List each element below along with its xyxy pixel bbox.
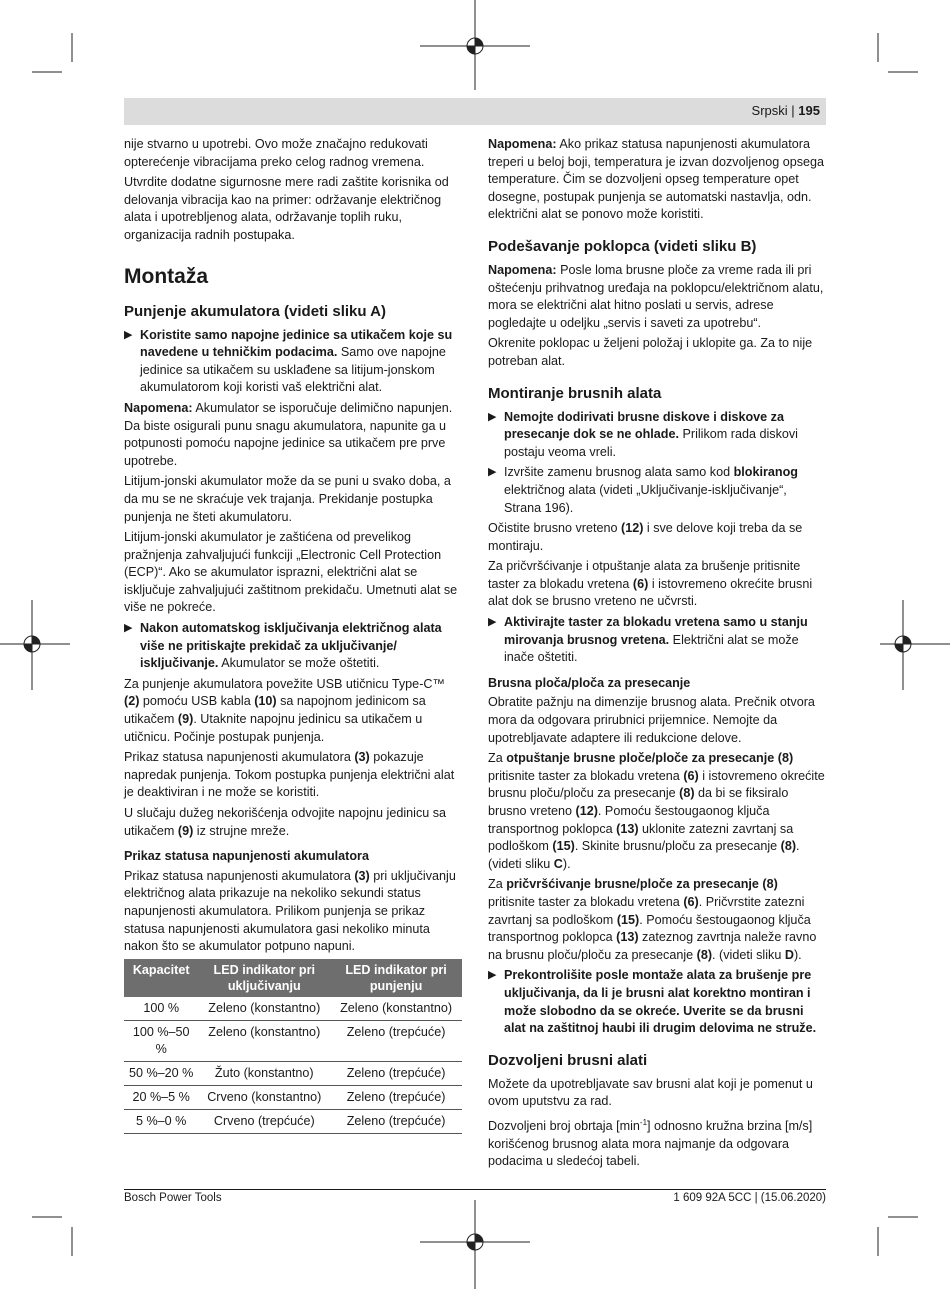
text: Prikaz statusa napunjenosti akumulatora <box>124 750 355 765</box>
text: . Utaknite napojnu jedinicu sa utikačem u utičnicu. Počinje postupak punjenja. <box>124 712 423 744</box>
bullet-bold: blokiranog <box>733 465 798 480</box>
subsection-title: Montiranje brusnih alata <box>488 384 662 402</box>
warning-bullet <box>124 327 462 397</box>
text: . (videti sliku <box>488 839 800 871</box>
table-cell: 50 %–20 % <box>124 1061 198 1085</box>
paragraph: Litijum-jonski akumulator je zaštićena od prevelikog pražnjenja zahvaljujući funkciji „Electronic Cell Protection (ECP)“. Ako se akumulator isprazni, električni alat se isključuje zahvaljujući zaštitnom prekidaču. Umetnuti alat se više ne pokreće. <box>124 530 458 615</box>
paragraph <box>488 520 826 555</box>
text: ] odnosno kružna brzina [m/s] korišćenog brusnog alata mora najmanje da odgovara podacima u sledećoj tabeli. <box>488 1119 813 1169</box>
ref-number: (13) <box>616 821 639 836</box>
table-cell: 100 %–50 % <box>124 1020 198 1061</box>
table-cell: 5 %–0 % <box>124 1109 198 1133</box>
text: i sve delove koji treba da se montiraju. <box>488 521 803 553</box>
table-cell: Zeleno (trepćuće) <box>330 1109 462 1133</box>
table-cell: 100 % <box>124 997 198 1021</box>
minor-heading: Prikaz statusa napunjenosti akumulatora <box>124 849 369 864</box>
text: Za <box>488 877 507 892</box>
text: Očistite brusno vreteno <box>488 521 621 536</box>
paragraph <box>124 868 462 956</box>
header-language: Srpski <box>751 103 788 118</box>
bullet-bold: Prekontrolišite posle montaže alata za brušenje pre uključivanja, da li je brusni alat korektno montiran i može slobodno da se okreće. Uverite se da brusni alat na zaštitnoj haubi ili drugim delovima ne struže. <box>504 968 817 1036</box>
bullet-text: Prilikom rada diskovi postaju veoma vreli. <box>504 427 798 459</box>
table-cell: Crveno (konstantno) <box>198 1085 330 1109</box>
table-cell: Zeleno (konstantno) <box>198 1020 330 1061</box>
table-cell: Žuto (konstantno) <box>198 1061 330 1085</box>
text: . Pomoću šestougaonog ključa transportnog poklopca <box>488 804 770 836</box>
paragraph: Okrenite poklopac u željeni položaj i uklopite ga. Za to nije potreban alat. <box>488 336 813 368</box>
text: pomoću USB kabla <box>139 694 255 709</box>
ref-number: (9) <box>177 712 194 727</box>
table-cell: Zeleno (konstantno) <box>198 997 330 1021</box>
superscript: -1 <box>639 1117 648 1127</box>
bold-text: pričvršćivanje brusne/ploče za presecanje (8) <box>506 877 778 892</box>
paragraph <box>124 676 462 746</box>
paragraph <box>124 805 462 840</box>
text: U slučaju dužeg nekorišćenja odvojite napojnu jedinicu sa utikačem <box>124 806 447 838</box>
column-header: LED indikator pri punjenju <box>330 959 462 997</box>
ref-number: (3) <box>354 868 370 883</box>
right-column <box>488 136 826 1174</box>
footer-brand: Bosch Power Tools <box>124 1192 222 1204</box>
subsection-title: Podešavanje poklopca (videti sliku B) <box>488 237 757 255</box>
table-row <box>124 1085 462 1109</box>
minor-heading: Brusna ploča/ploča za presecanje <box>488 675 691 690</box>
warning-bullet <box>488 464 826 517</box>
ref-number: (2) <box>124 694 140 709</box>
arrow-icon: ▶ <box>124 328 133 341</box>
paragraph: nije stvarno u upotrebi. Ovo može značajno redukovati opterećenje vibracijama preko celog radnog vremena. <box>124 137 428 169</box>
ref-number: (3) <box>354 750 370 765</box>
table-header-row <box>124 959 462 997</box>
warning-bullet <box>488 409 826 462</box>
paragraph <box>488 750 826 873</box>
column-header: Kapacitet <box>124 959 198 997</box>
arrow-icon: ▶ <box>488 616 497 629</box>
ref-number: (13) <box>616 930 639 945</box>
bullet-text: električnog alata (videti „Uključivanje-isključivanje“, Strana 196). <box>504 482 787 515</box>
arrow-icon: ▶ <box>124 622 133 635</box>
text: Za pričvršćivanje i otpuštanje alata za brušenje pritisnite taster za blokadu vretena <box>488 559 801 591</box>
paragraph: Obratite pažnju na dimenzije brusnog alata. Prečnik otvora mora da odgovara prirubnici prijemnice. Nemojte da upotrebljavate adaptere ili redukcione delove. <box>488 695 815 745</box>
note <box>488 136 826 224</box>
column-header: LED indikator pri uključivanju <box>198 959 330 997</box>
table-cell: Crveno (trepćuće) <box>198 1109 330 1133</box>
bold-text: otpuštanje brusne ploče/ploče za presecanje (8) <box>506 751 794 766</box>
figure-letter: D <box>784 947 794 962</box>
table-cell: Zeleno (trepćuće) <box>330 1020 462 1061</box>
table-row <box>124 1020 462 1061</box>
note-text: Ako prikaz statusa napunjenosti akumulatora treperi u beloj boji, temperatura je izvan dozvoljenog opsega temperature. Čim se dozvoljeni opseg temperature opet dosegne, postupak punjenja se automatski nastavlja, odn. električni alat se ponovo može koristiti. <box>488 137 825 222</box>
bullet-text: Akumulator se može oštetiti. <box>218 656 380 671</box>
paragraph <box>488 1114 826 1171</box>
note-text: Akumulator se isporučuje delimično napunjen. Da biste osigurali punu snagu akumulatora, napunite ga u potpunosti pomoću napojne jedinice sa utikačem pre prve upotrebe. <box>124 400 453 468</box>
ref-number: (6) <box>632 576 649 591</box>
text: pokazuje napredak punjenja. Tokom postupka punjenja električni alat je deaktiviran i ne može se koristiti. <box>124 750 455 800</box>
text: ). <box>793 947 802 962</box>
text: Prikaz statusa napunjenosti akumulatora <box>124 868 355 883</box>
section-title: Montaža <box>124 264 208 288</box>
page-number: 195 <box>798 103 820 118</box>
text: pritisnite taster za blokadu vretena <box>488 894 684 909</box>
paragraph: Možete da upotrebljavate sav brusni alat koji je pomenut u ovom uputstvu za rad. <box>488 1076 813 1109</box>
battery-status-table <box>124 959 462 1134</box>
text: . (videti sliku <box>712 947 785 962</box>
footer-rule <box>124 1189 826 1190</box>
text: pri uključivanju električnog alata prikazuje na nekoliko sekundi status napunjenosti akumulatora. Prilikom punjenja se prikaz statusa napunjenosti akumulatora gasi nekoliko minuta nakon što se akumulator potpuno napuni. <box>124 868 456 954</box>
text: i istovremeno okrećite brusnu ploču/ploču za presecanje <box>488 768 825 801</box>
table-cell: Zeleno (trepćuće) <box>330 1061 462 1085</box>
note-text: Posle loma brusne ploče za vreme rada ili pri oštećenju prihvatnog uređaja na poklopcu/električnom alatu, mora se električni alat hitno poslati u servis, adrese pogledajte u odeljku „servis i saveti za upotrebu“. <box>488 262 824 330</box>
ref-number: (12) <box>575 804 598 818</box>
table-cell: Zeleno (trepćuće) <box>330 1085 462 1109</box>
paragraph: Litijum-jonski akumulator može da se puni u svako doba, a da mu se ne skraćuje vek trajanja. Prekidanje postupka punjenja ne šteti akumulatoru. <box>124 474 451 524</box>
warning-bullet <box>124 620 462 673</box>
text: . Pomoću šestougaonog ključa transportnog poklopca <box>488 912 811 945</box>
bullet-bold: Aktivirajte taster za blokadu vretena samo u stanju mirovanja brusnog vretena. <box>504 615 808 647</box>
page-header <box>124 98 826 125</box>
table-cell: 20 %–5 % <box>124 1085 198 1109</box>
text: iz strujne mreže. <box>193 823 290 838</box>
paragraph <box>488 558 826 611</box>
warning-bullet <box>488 967 826 1037</box>
warning-bullet <box>488 614 826 667</box>
arrow-icon: ▶ <box>488 410 497 423</box>
header-separator: | <box>791 103 795 118</box>
paragraph: Utvrdite dodatne sigurnosne mere radi zaštite korisnika od delovanja vibracija kao na primer: održavanje električnog alata i upotrebljenog alata, održavanje toplih ruku, organizacija radnih postupaka. <box>124 175 449 242</box>
text: uklonite zatezni zavrtanj sa podloškom <box>488 821 794 854</box>
ref-number: (9) <box>177 823 194 838</box>
note-label: Napomena: <box>488 262 557 277</box>
paragraph <box>488 876 826 964</box>
note-label: Napomena: <box>124 400 193 415</box>
ref-number: (10) <box>254 694 277 709</box>
ref-number: (6) <box>683 894 699 909</box>
bullet-bold: Koristite samo napojne jedinice sa utikačem koje su navedene u tehničkim podacima. <box>140 327 453 360</box>
text: da bi se fiksiralo brusno vreteno <box>488 786 789 818</box>
ref-number: (12) <box>621 521 644 536</box>
text: i istovremeno okrećite brusni alat dok se brusno vreteno ne učvrsti. <box>488 576 813 609</box>
note <box>488 262 826 332</box>
ref-number: (15) <box>552 839 575 854</box>
arrow-icon: ▶ <box>488 969 497 982</box>
text: . Pričvrstite zatezni zavrtanj sa podloškom <box>488 894 805 927</box>
text: ). <box>562 856 571 871</box>
table-row <box>124 1109 462 1133</box>
bullet-text: Električni alat se može inače oštetiti. <box>504 632 799 665</box>
subsection-title: Dozvoljeni brusni alati <box>488 1051 648 1069</box>
note-label: Napomena: <box>488 137 557 151</box>
text: . Skinite brusnu/ploču za presecanje <box>574 839 781 854</box>
ref-number: (8) <box>696 947 713 962</box>
ref-number: (8) <box>679 786 695 801</box>
footer-doc-code: 1 609 92A 5CC | (15.06.2020) <box>673 1192 826 1204</box>
text: Dozvoljeni broj obrtaja [min <box>488 1119 640 1134</box>
paragraph <box>124 749 462 802</box>
subsection-title: Punjenje akumulatora (videti sliku A) <box>124 302 387 320</box>
arrow-icon: ▶ <box>488 466 497 479</box>
table-row <box>124 1061 462 1085</box>
header-label <box>752 103 820 118</box>
text: pritisnite taster za blokadu vretena <box>488 768 684 783</box>
figure-letter: C <box>553 856 563 871</box>
text: Za punjenje akumulatora povežite USB utičnicu Type-C™ <box>124 676 446 691</box>
table-row <box>124 997 462 1021</box>
bullet-bold: Nemojte dodirivati brusne diskove i diskove za presecanje dok se ne ohlade. <box>504 409 784 442</box>
text: Za <box>488 751 507 766</box>
text: sa napojnom jedinicom sa utikačem <box>124 694 426 727</box>
text: zateznog zavrtnja naleže ravno na brusnu ploču/ploču za presecanje <box>488 930 817 962</box>
ref-number: (6) <box>683 768 699 783</box>
ref-number: (8) <box>780 839 797 854</box>
left-column <box>124 136 462 1134</box>
note <box>124 400 462 470</box>
bullet-bold: Nakon automatskog isključivanja električnog alata više ne pritiskajte prekidač za uključivanje/ isključivanje. <box>140 621 442 671</box>
table-cell: Zeleno (konstantno) <box>330 997 462 1021</box>
bullet-text: Samo ove napojne jedinice sa utikačem su usklađene sa litijum-jonskom akumulatorom koji koristi vaš električni alat. <box>140 345 446 395</box>
ref-number: (15) <box>616 912 640 927</box>
bullet-text: Izvršite zamenu brusnog alata samo kod <box>504 465 734 480</box>
